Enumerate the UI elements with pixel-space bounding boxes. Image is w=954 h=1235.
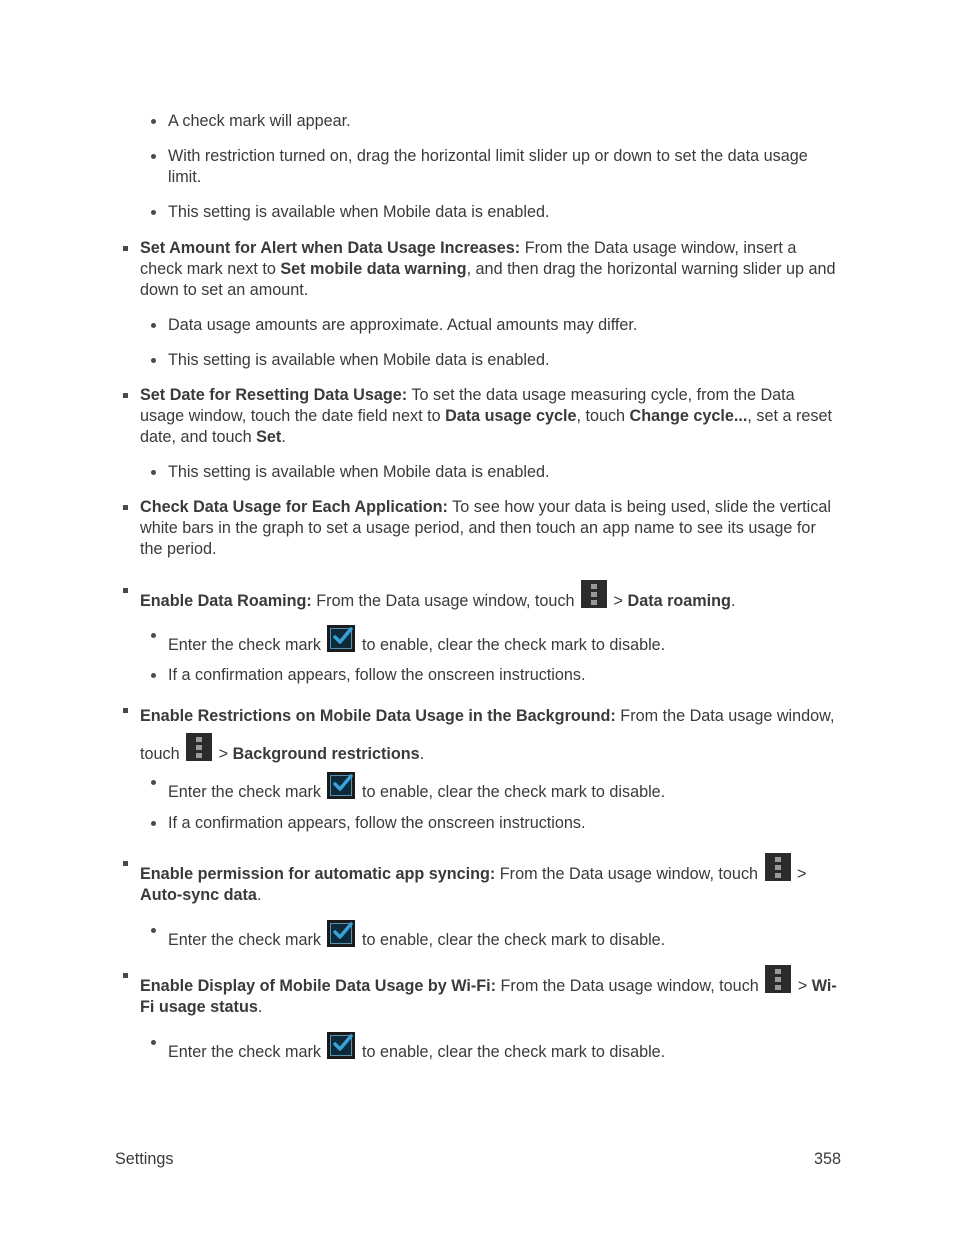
footer-section-name: Settings <box>115 1150 174 1168</box>
list-item: With restriction turned on, drag the horizontal limit slider up or down to set the data usage limit. <box>168 146 840 188</box>
list-item: Enable Data Roaming: From the Data usage window, touch > Data roaming. <box>140 580 840 612</box>
menu-overflow-icon[interactable] <box>765 853 791 881</box>
list-item: Enter the check mark to enable, clear the check mark to disable. <box>168 772 840 803</box>
list-item: Check Data Usage for Each Application: To see how your data is being used, slide the vertical white bars in the graph to set a usage period, and then touch an app name to see its usage for the period. <box>140 497 840 560</box>
page-number: 358 <box>814 1150 842 1168</box>
list-item: Data usage amounts are approximate. Actual amounts may differ. <box>168 315 840 336</box>
checkbox-checked-icon[interactable] <box>327 1032 355 1059</box>
list-item: Enter the check mark to enable, clear the check mark to disable. <box>168 920 840 951</box>
list-item: This setting is available when Mobile data is enabled. <box>168 462 840 483</box>
list-item: Enable permission for automatic app syncing: From the Data usage window, touch > Auto-sync data. <box>140 853 840 906</box>
list-item: Enter the check mark to enable, clear the check mark to disable. <box>168 625 840 656</box>
menu-overflow-icon[interactable] <box>765 965 791 993</box>
list-item: Enable Restrictions on Mobile Data Usage in the Background: From the Data usage window, touch > Background restrictions. <box>140 700 840 771</box>
menu-overflow-icon[interactable] <box>186 733 212 761</box>
list-item: Set Date for Resetting Data Usage: To set the data usage measuring cycle, from the Data usage window, touch the date field next to Data usage cycle, touch Change cycle..., set a reset date, and touch Set. <box>140 385 840 448</box>
list-item: Set Amount for Alert when Data Usage Increases: From the Data usage window, insert a check mark next to Set mobile data warning, and then drag the horizontal warning slider up and down to set an amount. <box>140 238 840 301</box>
checkbox-checked-icon[interactable] <box>327 625 355 652</box>
list-item: A check mark will appear. <box>168 111 840 132</box>
list-item: This setting is available when Mobile data is enabled. <box>168 350 840 371</box>
checkbox-checked-icon[interactable] <box>327 920 355 947</box>
list-item: Enable Display of Mobile Data Usage by Wi-Fi: From the Data usage window, touch > Wi-Fi usage status. <box>140 965 840 1018</box>
checkbox-checked-icon[interactable] <box>327 772 355 799</box>
list-item: If a confirmation appears, follow the onscreen instructions. <box>168 665 840 686</box>
list-item: If a confirmation appears, follow the onscreen instructions. <box>168 813 840 834</box>
list-item: Enter the check mark to enable, clear the check mark to disable. <box>168 1032 840 1063</box>
menu-overflow-icon[interactable] <box>581 580 607 608</box>
list-item: This setting is available when Mobile data is enabled. <box>168 202 840 223</box>
